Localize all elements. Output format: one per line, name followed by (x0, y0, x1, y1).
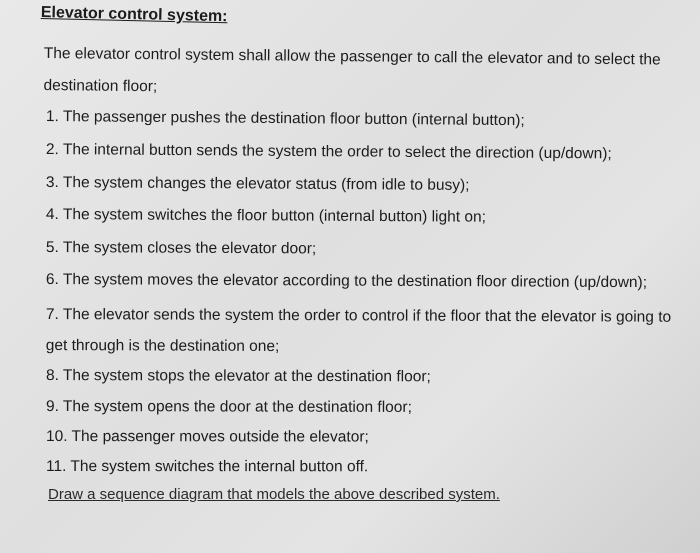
step-8: 8. The system stops the elevator at the destination floor; (45, 367, 431, 386)
heading: Elevator control system: (40, 4, 228, 26)
closing-instruction: Draw a sequence diagram that models the above described system. (48, 486, 500, 503)
step-9: 9. The system opens the door at the destination floor; (45, 398, 412, 416)
intro-paragraph: The elevator control system shall allow the passenger to call the elevator and to select the destination floor; (43, 44, 661, 96)
step-1: 1. The passenger pushes the destination floor button (internal button); (45, 108, 525, 130)
step-4: 4. The system switches the floor button (internal button) light on; (45, 206, 486, 226)
step-2: 2. The internal button sends the system the order to select the direction (up/down); (45, 141, 612, 163)
step-10: 10. The passenger moves outside the elevator; (45, 428, 369, 446)
step-3: 3. The system changes the elevator status (from idle to busy); (45, 174, 470, 194)
step-5: 5. The system closes the elevator door; (45, 239, 317, 258)
step-11: 11. The system switches the internal button off. (45, 458, 369, 476)
step-7: 7. The elevator sends the system the order to control if the floor that the elevator is going to get through is the destination one; (45, 305, 672, 356)
step-6: 6. The system moves the elevator according to the destination floor direction (up/down); (45, 271, 648, 292)
